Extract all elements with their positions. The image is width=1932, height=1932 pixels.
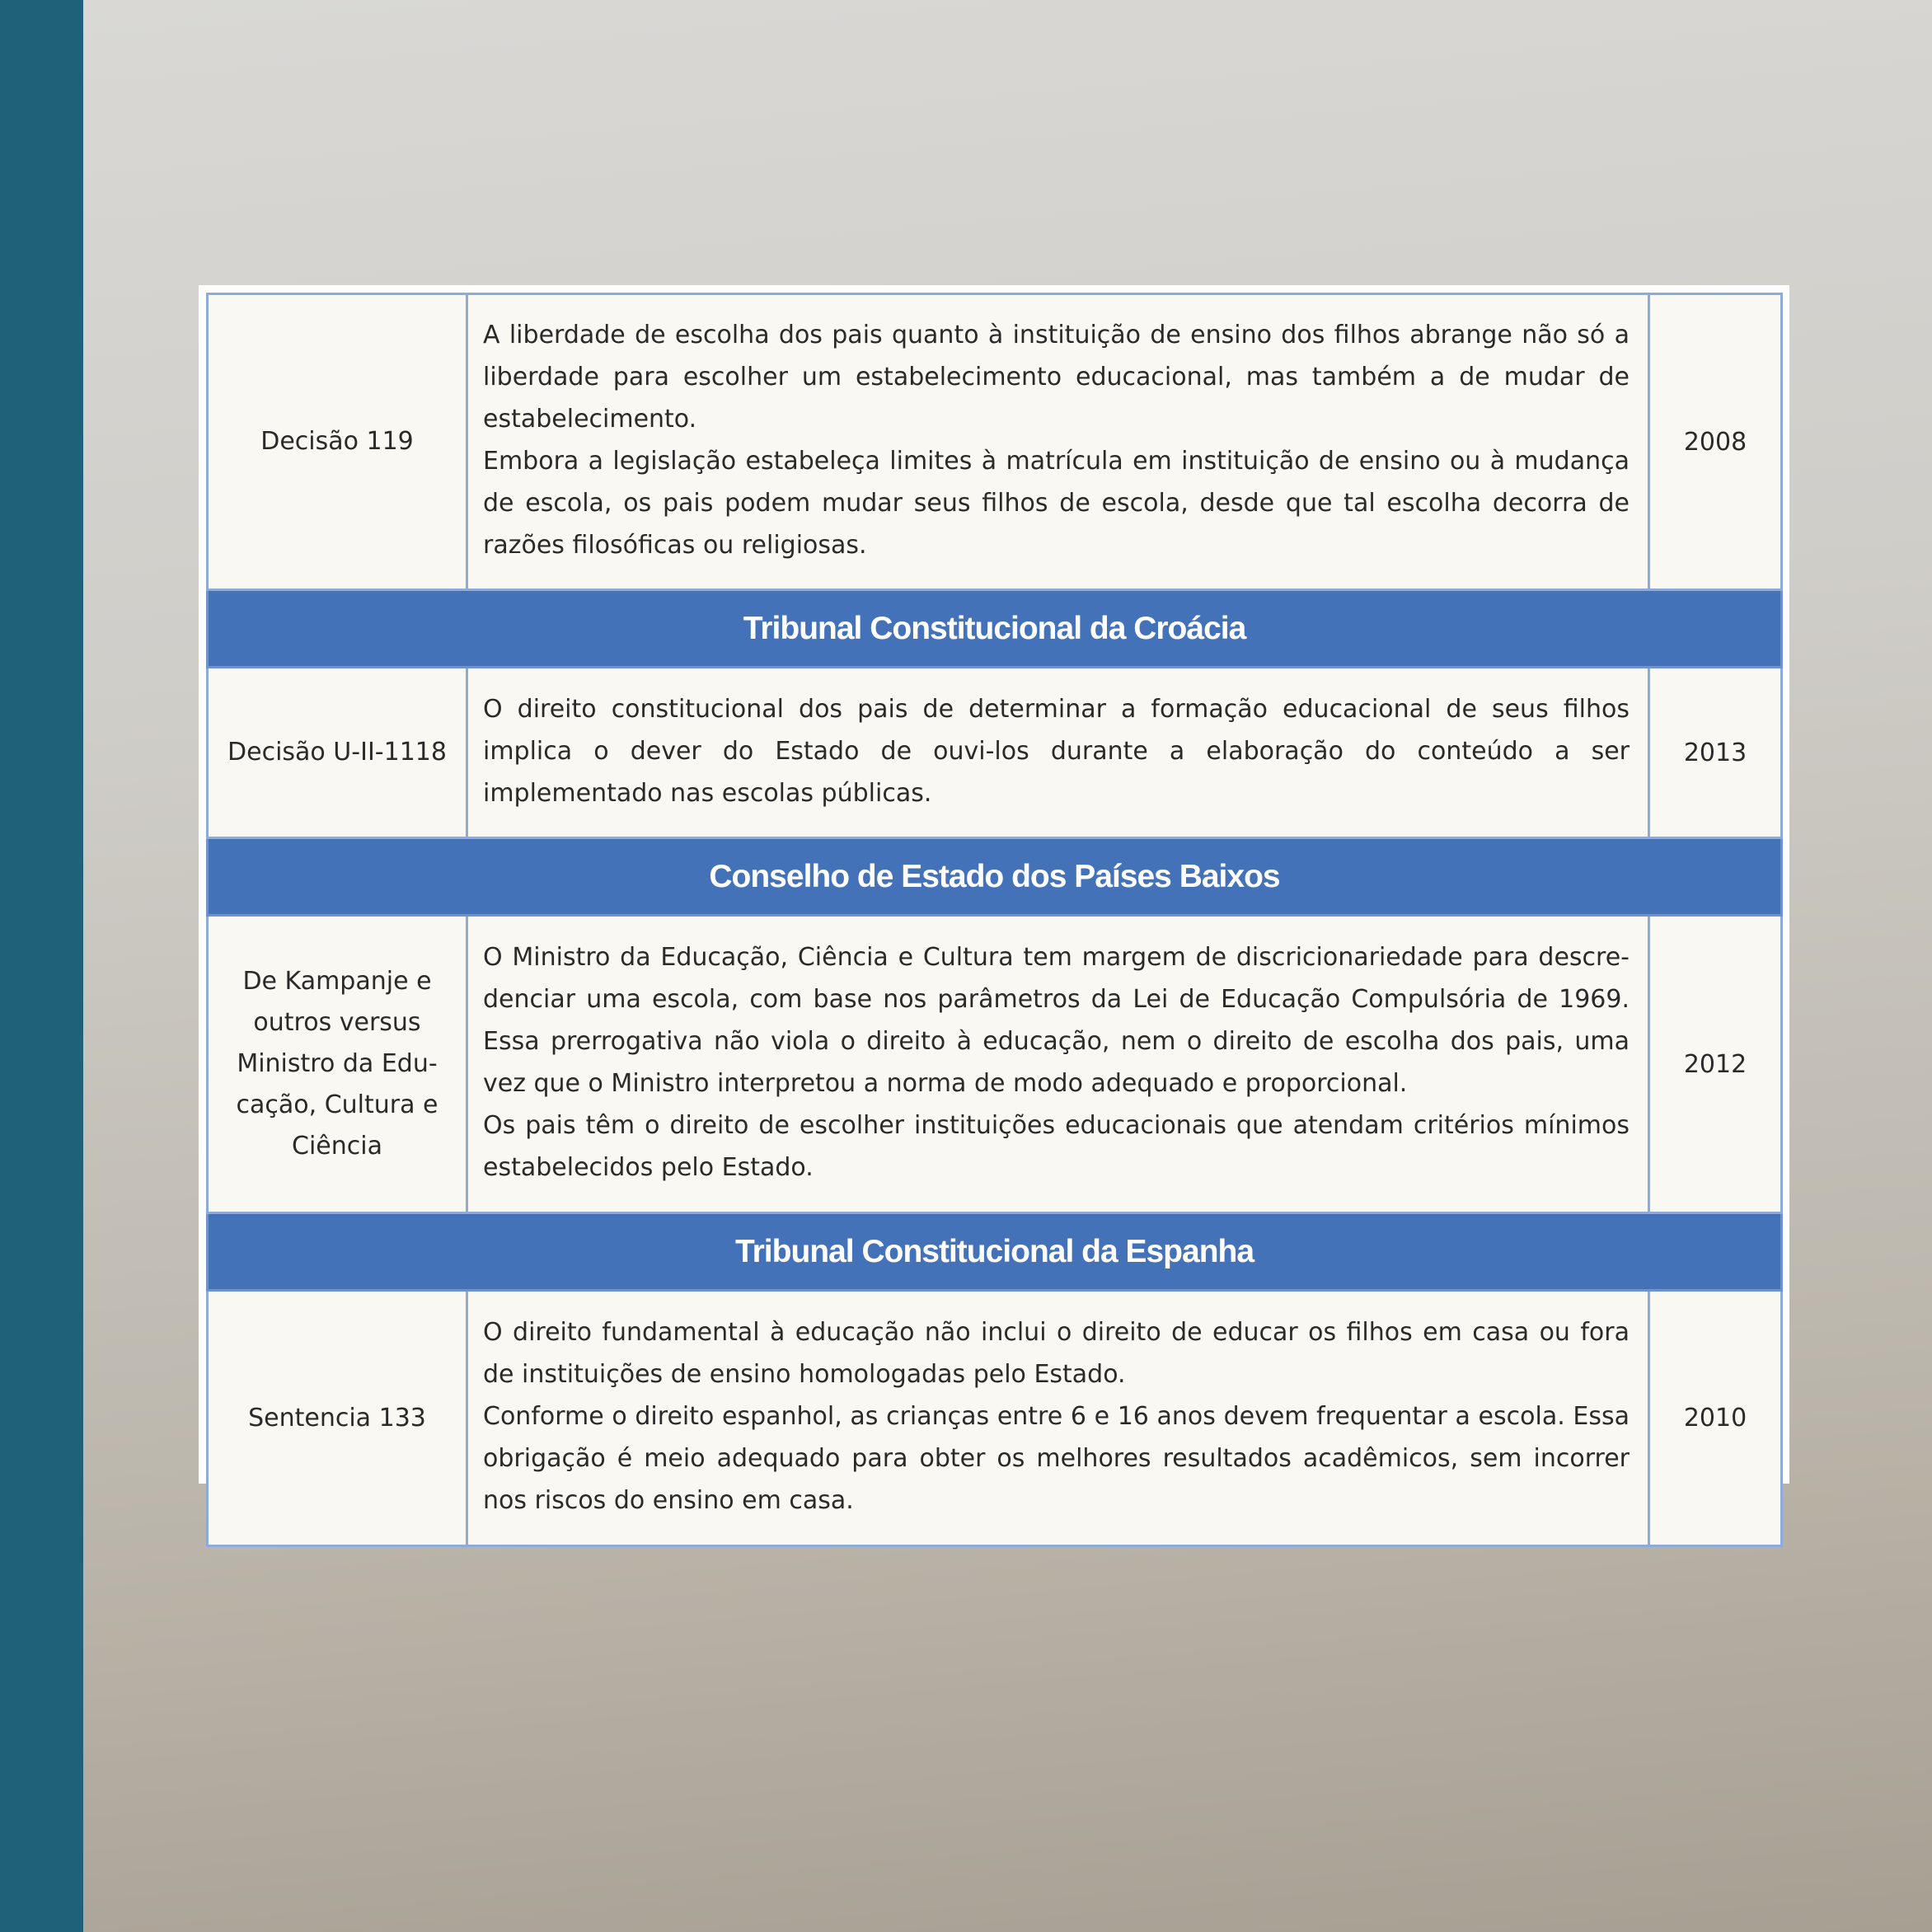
court-decisions-table bbox=[206, 293, 1783, 1547]
court-header-row bbox=[208, 838, 1782, 916]
court-name: Conselho de Estado dos Países Baixos bbox=[208, 838, 1782, 916]
summary-paragraph: Conforme o direito espanhol, as crianças entre 6 e 16 anos devem frequentar a escola. Essa obrigação é meio adequado para obter os melhores resultados acadêmicos, sem incorrer nos riscos do ensino em casa. bbox=[483, 1402, 1630, 1515]
court-header-row bbox=[208, 1213, 1782, 1291]
decision-summary bbox=[467, 294, 1649, 590]
decision-summary bbox=[467, 916, 1649, 1213]
table-row bbox=[208, 668, 1782, 838]
decision-year: 2008 bbox=[1649, 294, 1782, 590]
summary-paragraph: Embora a legislação estabeleça limites à matrícula em instituição de ensino ou à mudança de escola, os pais podem mudar seus filhos de escola, desde que tal escolha decorra de razões filosóficas ou religiosas. bbox=[483, 447, 1630, 560]
summary-paragraph: O direito constitucional dos pais de determinar a formação educacional de seus filhos implica o dever do Estado de ouvi-los durante a elaboração do conteúdo a ser implementado nas escolas públicas. bbox=[483, 694, 1630, 808]
decision-year: 2013 bbox=[1649, 668, 1782, 838]
decision-name: Decisão U-II-1118 bbox=[208, 668, 467, 838]
court-header-row bbox=[208, 590, 1782, 668]
court-name: Tribunal Constitucional da Croácia bbox=[208, 590, 1782, 668]
summary-paragraph: O direito fundamental à educação não inclui o direito de educar os filhos em casa ou fora de instituições de ensino homologadas pelo Estado. bbox=[483, 1318, 1630, 1389]
summary-paragraph: O Ministro da Educação, Ciência e Cultura tem margem de discricionariedade para descredenciar uma escola, com base nos parâmetros da Lei de Educação Compulsória de 1969. Essa prerrogativa não viola o direito à educação, nem o direito de escolha dos pais, uma vez que o Ministro interpretou a norma de modo adequado e proporcional. bbox=[483, 943, 1630, 1098]
table-row bbox=[208, 916, 1782, 1213]
decision-year: 2010 bbox=[1649, 1291, 1782, 1546]
summary-paragraph: A liberdade de escolha dos pais quanto à instituição de ensino dos filhos abrange não só a liberdade para escolher um estabelecimento educacional, mas também a de mudar de estabelecimento. bbox=[483, 321, 1630, 434]
table-row bbox=[208, 1291, 1782, 1546]
court-name: Tribunal Constitucional da Espanha bbox=[208, 1213, 1782, 1291]
decision-year: 2012 bbox=[1649, 916, 1782, 1213]
decision-summary bbox=[467, 668, 1649, 838]
table-row bbox=[208, 294, 1782, 590]
decision-name: De Kampanje e outros versus Ministro da Educação, Cultura e Ciência bbox=[208, 916, 467, 1213]
decision-summary bbox=[467, 1291, 1649, 1546]
left-side-band bbox=[0, 0, 83, 1932]
summary-paragraph: Os pais têm o direito de escolher instituições educacionais que atendam critérios mínimos estabelecidos pelo Estado. bbox=[483, 1111, 1630, 1182]
decision-name: Sentencia 133 bbox=[208, 1291, 467, 1546]
decision-name: Decisão 119 bbox=[208, 294, 467, 590]
